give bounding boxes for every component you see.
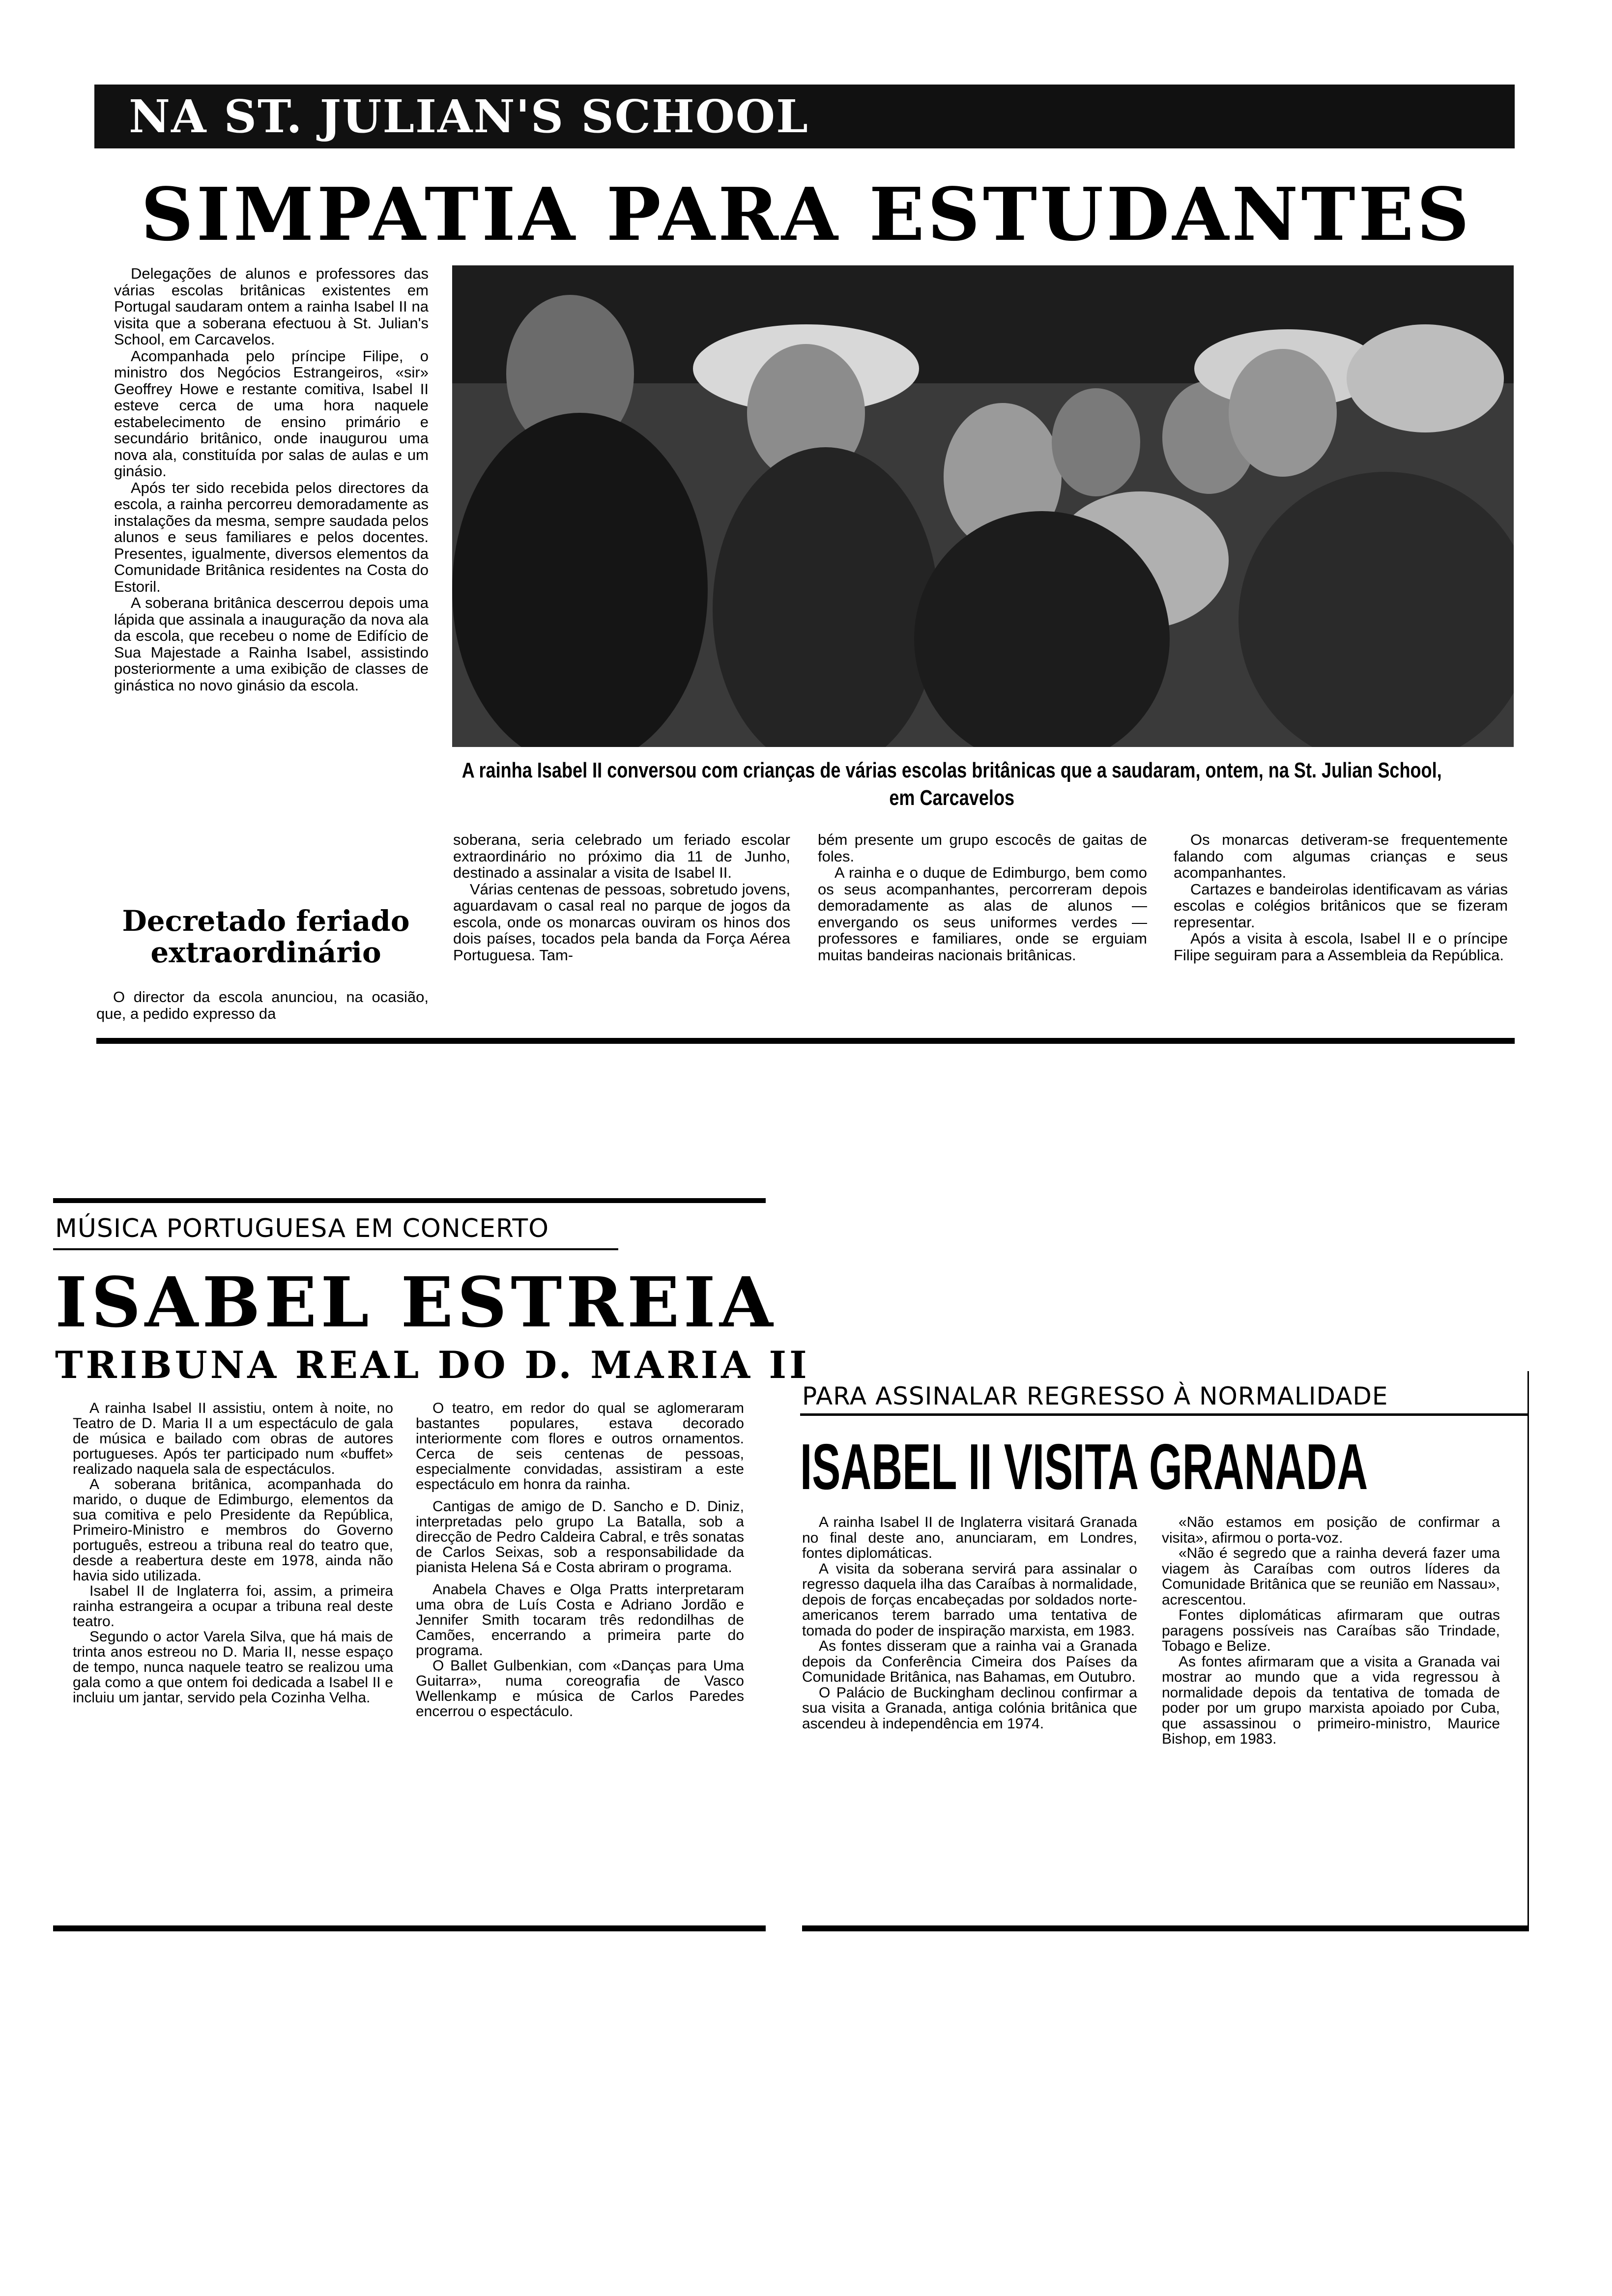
photo-queen-children [452, 265, 1514, 747]
paragraph: O Palácio de Buckingham declinou confirmar a sua visita a Granada, antiga colónia britânica que ascendeu à independência em 1974. [802, 1684, 1137, 1732]
photo-caption: A rainha Isabel II conversou com crianças de várias escolas britânicas que a saudaram, ontem, na St. Julian School, em Carcavelos [461, 758, 1442, 810]
paragraph: Várias centenas de pessoas, sobretudo jovens, aguardavam o casal real no parque de jogos da escola, onde os monarcas ouviram os hinos dos dois países, tocados pela banda da Força Aérea Portuguesa. Tam- [453, 880, 790, 964]
article2-column-1 [73, 1401, 393, 1705]
paragraph: Após a visita à escola, Isabel II e o príncipe Filipe seguiram para a Assembleia da República. [1174, 930, 1508, 964]
paragraph: Segundo o actor Varela Silva, que há mais de trinta anos estreou no D. Maria II, nesse espaço de tempo, nunca naquele teatro se realizou uma gala como a que ontem foi dedicada a Isabel II e incluiu um jantar, servido pela Cozinha Velha. [73, 1629, 393, 1706]
paragraph: As fontes disseram que a rainha vai a Granada depois da Conferência Cimeira dos Países da Comunidade Britânica, nas Bahamas, em Outubro. [802, 1638, 1137, 1685]
kicker-st-julians [94, 85, 1515, 148]
paragraph: Anabela Chaves e Olga Pratts interpretaram uma obra de Luís Costa e Adriano Jordão e Jennifer Smith tocaram três redondilhas de Camões, encerrando a primeira parte do programa. [416, 1581, 744, 1659]
kicker-regresso: PARA ASSINALAR REGRESSO À NORMALIDADE [802, 1382, 1388, 1410]
article2-kicker-underline [53, 1248, 618, 1250]
article1-column-1 [114, 265, 429, 693]
kicker-musica: MÚSICA PORTUGUESA EM CONCERTO [55, 1214, 549, 1243]
article2-bottom-rule [53, 1925, 766, 1931]
paragraph: soberana, seria celebrado um feriado escolar extraordinário no próximo dia 11 de Junho, destinado a assinalar a visita de Isabel II. [453, 831, 790, 881]
paragraph: As fontes afirmaram que a visita a Granada vai mostrar ao mundo que a vida regressou à normalidade depois da tentativa de tomada de poder por um grupo marxista apoiado por Cuba, que assassinou o primeiro-ministro, Maurice Bishop, em 1983. [1162, 1653, 1500, 1747]
paragraph: Fontes diplomáticas afirmaram que outras paragens possíveis nas Caraíbas são Trindade, Tobago e Belize. [1162, 1607, 1500, 1654]
paragraph: Cartazes e bandeirolas identificavam as várias escolas e colégios britânicos que se fizeram representar. [1174, 880, 1508, 931]
headline-granada: ISABEL II VISITA GRANADA [800, 1431, 1368, 1503]
paragraph: A soberana britânica, acompanhada do marido, o duque de Edimburgo, elementos da sua comitiva e pelo Presidente da República, Primeiro-Ministro e membros do Governo português, estreou a tribuna real do teatro que, desde a reabertura deste em 1978, ainda não havia sido utilizada. [73, 1476, 393, 1584]
paragraph: Isabel II de Inglaterra foi, assim, a primeira rainha estrangeira a ocupar a tribuna real deste teatro. [73, 1583, 393, 1630]
paragraph: O teatro, em redor do qual se aglomeraram bastantes populares, estava decorado interiormente com flores e outros ornamentos. Cerca de seis centenas de pessoas, especialmente convidadas, assistiram a este espectáculo em honra da rainha. [416, 1400, 744, 1492]
paragraph: A rainha Isabel II de Inglaterra visitará Granada no final deste ano, anunciaram, em Londres, fontes diplomáticas. [802, 1514, 1137, 1561]
paragraph: Acompanhada pelo príncipe Filipe, o ministro dos Negócios Estrangeiros, «sir» Geoffrey Howe e restante comitiva, Isabel II esteve cerca de uma hora naquele estabelecimento de ensino primário e secundário britânico, onde inaugurou uma nova ala, constituída por salas de aulas e um ginásio. [114, 347, 429, 480]
article3-bottom-rule [802, 1925, 1527, 1931]
paragraph: «Não estamos em posição de confirmar a visita», afirmou o porta-voz. [1162, 1514, 1500, 1546]
article1-bottom-rule [96, 1038, 1515, 1044]
paragraph: A rainha Isabel II assistiu, ontem à noite, no Teatro de D. Maria II a um espectáculo de gala de música e bailado com obras de autores portugueses. Após ter participado num «buffet» realizado naquela sala de espectáculos. [73, 1400, 393, 1477]
photo-image [452, 265, 1514, 747]
kicker-text: NA ST. JULIAN'S SCHOOL [129, 90, 809, 143]
paragraph: Delegações de alunos e professores das várias escolas britânicas existentes em Portugal saudaram ontem a rainha Isabel II na visita que a soberana efectuou à St. Julian's School, em Carcavelos. [114, 265, 429, 348]
article2-top-rule [53, 1198, 766, 1203]
article3-column-2 [1162, 1515, 1500, 1747]
article1-column-1b [96, 989, 429, 1022]
paragraph: A rainha e o duque de Edimburgo, bem como os seus acompanhantes, percorreram depois demoradamente as alas de alunos — envergando os seus uniformes verdes — professores e familiares, onde se erguiam muitas bandeiras nacionais britânicas. [818, 864, 1147, 964]
article2-column-2 [416, 1401, 744, 1719]
article1-column-4 [1174, 832, 1508, 963]
paragraph: O Ballet Gulbenkian, com «Danças para Uma Guitarra», numa coreografia de Vasco Wellenkamp e música de Carlos Paredes encerrou o espectáculo. [416, 1658, 744, 1720]
paragraph: Após ter sido recebida pelos directores da escola, a rainha percorreu demoradamente as instalações da mesma, sempre saudada pelos alunos e seus familiares e pelos docentes. Presentes, igualmente, diversos elementos da Comunidade Britânica residentes na Costa do Estoril. [114, 479, 429, 595]
article1-column-3 [818, 832, 1147, 963]
headline-isabel-estreia: ISABEL ESTREIA [55, 1263, 777, 1343]
article3-right-edge [1527, 1371, 1529, 1931]
paragraph: bém presente um grupo escocês de gaitas de foles. [818, 831, 1147, 865]
paragraph: Os monarcas detiveram-se frequentemente falando com algumas crianças e seus acompanhantes. [1174, 831, 1508, 881]
paragraph: A soberana britânica descerrou depois uma lápida que assinala a inauguração da nova ala da escola, que recebeu o nome de Edifício de Sua Majestade a Rainha Isabel, assistindo posteriormente a uma exibição de classes de ginástica no novo ginásio da escola. [114, 594, 429, 694]
article1-column-2 [453, 832, 790, 963]
article3-kicker-underline [800, 1413, 1527, 1416]
headline-simpatia: SIMPATIA PARA ESTUDANTES [141, 172, 1472, 257]
paragraph: A visita da soberana servirá para assinalar o regresso daquela ilha das Caraíbas à normalidade, depois de forças encabeçadas por soldados norte-americanos terem barrado uma tentativa de tomada do poder de inspiração marxista, em 1983. [802, 1560, 1137, 1639]
paragraph: O director da escola anunciou, na ocasião, que, a pedido expresso da [96, 988, 429, 1022]
subheadline-tribuna: TRIBUNA REAL DO D. MARIA II [55, 1343, 810, 1387]
paragraph: Cantigas de amigo de D. Sancho e D. Diniz, interpretadas pelo grupo La Batalla, sob a direcção de Pedro Caldeira Cabral, e três sonatas de Carlos Seixas, sob a responsabilidade da pianista Helena Sá e Costa abriram o programa. [416, 1498, 744, 1576]
subhead-feriado: Decretado feriado extraordinário [122, 904, 410, 969]
article3-column-1 [802, 1515, 1137, 1731]
paragraph: «Não é segredo que a rainha deverá fazer uma viagem às Caraíbas com outros líderes da Comunidade Britânica que se reunião em Nassau», acrescentou. [1162, 1545, 1500, 1608]
